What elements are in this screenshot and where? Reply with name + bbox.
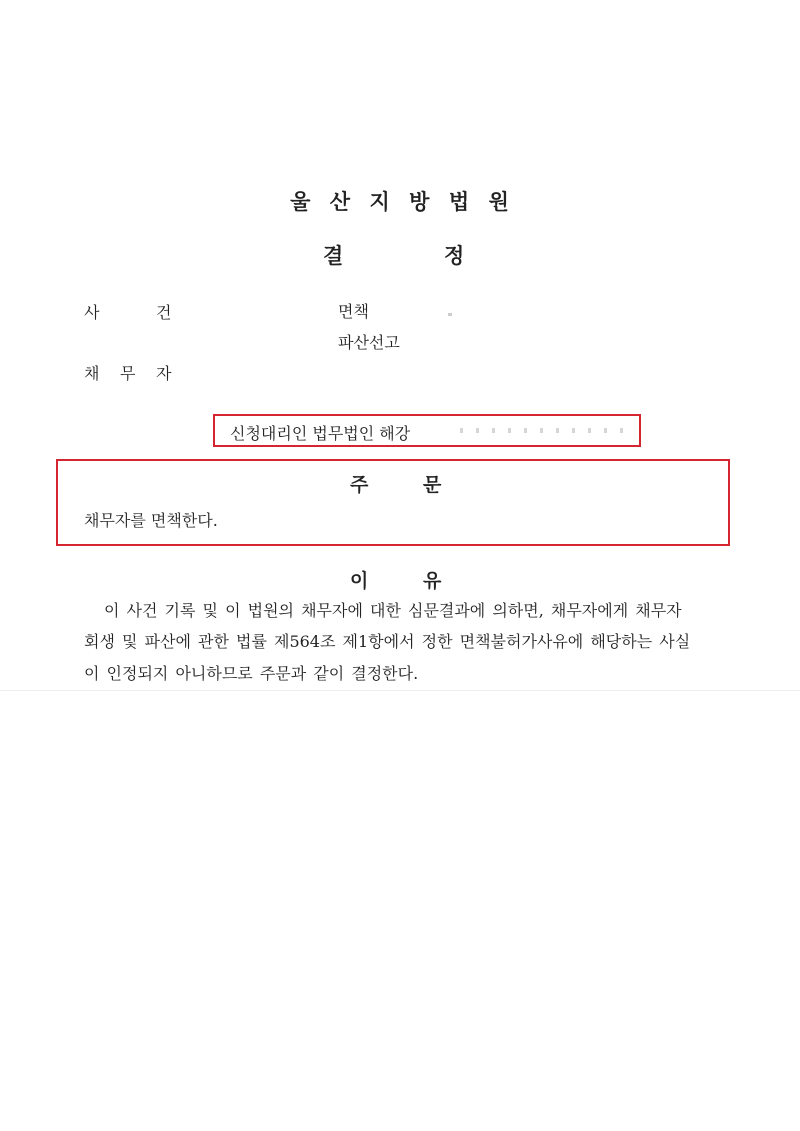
reason-line-1: 이 사건 기록 및 이 법원의 채무자에 대한 심문결과에 의하면, 채무자에게 채무자 (104, 601, 682, 620)
case-label-char-1: 사 (84, 303, 100, 322)
case-label-char-2: 건 (156, 303, 172, 322)
court-name: 울 산 지 방 법 원 (290, 190, 510, 214)
order-heading-char-1: 주 (350, 474, 369, 496)
scan-artifact-line (0, 690, 800, 691)
case-value-line-1: 면책 (338, 302, 369, 321)
decision-title-char-1: 결 (323, 244, 344, 268)
debtor-label-char-3: 자 (156, 364, 172, 383)
case-value-line-2: 파산선고 (338, 333, 400, 352)
reason-heading-char-2: 유 (423, 570, 442, 592)
order-highlight-box (56, 459, 730, 546)
reason-line-3: 이 인정되지 아니하므로 주문과 같이 결정한다. (84, 664, 419, 683)
order-heading-char-2: 문 (423, 474, 442, 496)
representative-text: 신청대리인 법무법인 해강 (230, 424, 411, 443)
redacted-case-number (448, 313, 452, 316)
redacted-representative-detail (460, 428, 630, 433)
reason-heading-char-1: 이 (350, 570, 369, 592)
debtor-label-char-2: 무 (120, 364, 136, 383)
reason-line-2: 회생 및 파산에 관한 법률 제564조 제1항에서 정한 면책불허가사유에 해당하는 사실 (84, 632, 691, 651)
order-text: 채무자를 면책한다. (84, 511, 218, 530)
decision-title-char-2: 정 (444, 244, 465, 268)
debtor-label-char-1: 채 (84, 364, 100, 383)
